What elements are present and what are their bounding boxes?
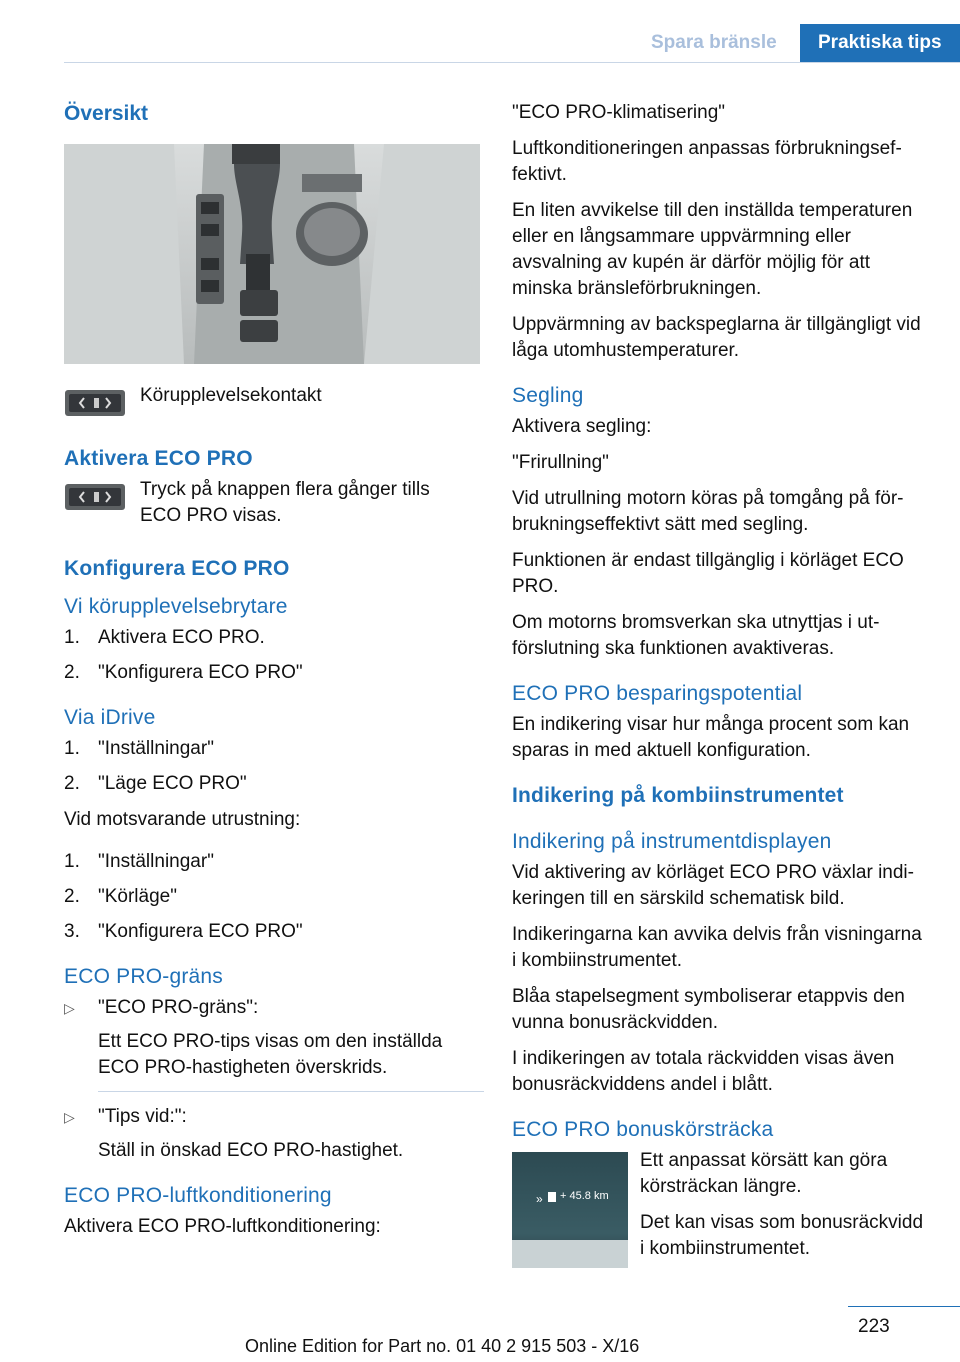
page-number: 223 xyxy=(858,1316,890,1337)
idrive-steps-list xyxy=(64,736,484,797)
ac-paragraph-1: Luftkonditioneringen anpassas förbrukningseffektivt. xyxy=(512,138,902,185)
overview-heading: Översikt xyxy=(64,102,149,125)
limit-subheading: ECO PRO-gräns xyxy=(64,965,223,988)
ac-paragraph-2: En liten avvikelse till den inställda temperaturen eller en långsammare uppvärmning eller avsvalning av kupén är därför möjlig för att minska bränsleförbrukningen. xyxy=(512,200,913,299)
list-divider xyxy=(98,1091,484,1092)
display-paragraph-3: Blåa stapelsegment symboliserar etappvis den vunna bonusräckvidden. xyxy=(512,986,905,1033)
display-paragraph-1: Vid aktivering av körläget ECO PRO växlar indikeringen till en särskild schematisk bild. xyxy=(512,862,914,909)
bonus-paragraph-2: Det kan visas som bonusräckvidd i kombiinstrumentet. xyxy=(640,1212,924,1259)
gear-shifter-console-photo xyxy=(64,144,480,364)
limit-list-2 xyxy=(64,1104,484,1164)
sailing-paragraph-3: Vid utrullning motorn köras på tomgång på förbrukningseffektivt sätt med segling. xyxy=(512,488,904,535)
switch-subheading: Vi körupplevelsebrytare xyxy=(64,595,288,618)
sailing-paragraph-1: Aktivera segling: xyxy=(512,416,652,437)
activate-row xyxy=(64,477,484,529)
list-item: 3. "Konfigurera ECO PRO" xyxy=(64,921,303,942)
page-header xyxy=(64,24,960,63)
bonus-paragraph-1: Ett anpassat körsätt kan göra körsträckan längre. xyxy=(640,1150,888,1197)
caption-label: Körupplevelsekontakt xyxy=(140,385,322,406)
list-item: ▷ "Tips vid:": Ställ in önskad ECO PRO-hastighet. xyxy=(64,1106,404,1161)
list-item: 2. "Konfigurera ECO PRO" xyxy=(64,662,303,683)
idrive-subheading: Via iDrive xyxy=(64,706,156,729)
switch-steps-list xyxy=(64,625,484,686)
double-chevron-icon: » xyxy=(536,1192,543,1206)
ac-quote: "ECO PRO-klimatisering" xyxy=(512,102,726,123)
right-column xyxy=(512,100,930,1272)
section-tab-praktiska-tips[interactable]: Praktiska tips xyxy=(800,24,960,62)
list-item: 2. "Läge ECO PRO" xyxy=(64,773,247,794)
equipment-steps-list xyxy=(64,849,484,945)
display-paragraph-4: I indikeringen av totala räckvidden visas även bonusräckviddens andel i blått. xyxy=(512,1048,895,1095)
triangle-bullet-icon: ▷ xyxy=(64,1109,75,1125)
bonus-range-display xyxy=(512,1152,628,1268)
limit-list xyxy=(64,995,484,1081)
activate-heading: Aktivera ECO PRO xyxy=(64,447,253,470)
list-item: ▷ "ECO PRO-gräns": Ett ECO PRO-tips visas om den inställda ECO PRO-hastigheten överskrids. xyxy=(64,997,443,1078)
sailing-paragraph-4: Funktionen är endast tillgänglig i körläget ECO PRO. xyxy=(512,550,904,597)
edition-label: Online Edition for Part no. 01 40 2 915 503 - X/16 xyxy=(245,1336,640,1356)
sailing-paragraph-2: "Frirullning" xyxy=(512,452,609,473)
triangle-bullet-icon: ▷ xyxy=(64,1000,75,1016)
display-subheading: Indikering på instrumentdisplayen xyxy=(512,830,832,853)
list-item: 1. "Inställningar" xyxy=(64,738,214,759)
caption-row xyxy=(64,383,484,419)
ac-paragraph-3: Uppvärmning av backspeglarna är tillgängligt vid låga utomhustemperaturer. xyxy=(512,314,921,361)
equipment-text: Vid motsvarande utrustning: xyxy=(64,809,301,830)
ac-text: Aktivera ECO PRO-luftkonditionering: xyxy=(64,1216,381,1237)
activate-text: Tryck på knappen flera gånger tills ECO PRO visas. xyxy=(140,479,430,526)
bonus-subheading: ECO PRO bonuskörsträcka xyxy=(512,1118,774,1141)
display-paragraph-2: Indikeringarna kan avvika delvis från visningarna i kombiinstrumentet. xyxy=(512,924,922,971)
configure-heading: Konfigurera ECO PRO xyxy=(64,557,290,580)
savings-subheading: ECO PRO besparingspotential xyxy=(512,682,803,705)
driving-experience-switch-icon xyxy=(64,481,126,513)
bonus-range-value: + 45.8 km xyxy=(560,1190,609,1202)
cluster-heading: Indikering på kombiinstrumentet xyxy=(512,784,844,807)
fuel-pump-icon xyxy=(548,1192,556,1202)
ac-subheading: ECO PRO-luftkonditionering xyxy=(64,1184,332,1207)
bonus-row xyxy=(512,1148,930,1272)
savings-paragraph: En indikering visar hur många procent som kan sparas in med aktuell konfiguration. xyxy=(512,714,910,761)
list-item: 1. "Inställningar" xyxy=(64,851,214,872)
section-tab-spara-bransle[interactable]: Spara bränsle xyxy=(651,32,777,53)
footer-divider xyxy=(848,1306,960,1307)
driving-experience-switch-icon xyxy=(64,387,126,419)
sailing-subheading: Segling xyxy=(512,384,584,407)
list-item: 2. "Körläge" xyxy=(64,886,177,907)
sailing-paragraph-5: Om motorns bromsverkan ska utnyttjas i utförslutning ska funktionen avaktiveras. xyxy=(512,612,880,659)
left-column xyxy=(64,100,484,1250)
list-item: 1. Aktivera ECO PRO. xyxy=(64,627,265,648)
bonus-text xyxy=(640,1148,930,1272)
